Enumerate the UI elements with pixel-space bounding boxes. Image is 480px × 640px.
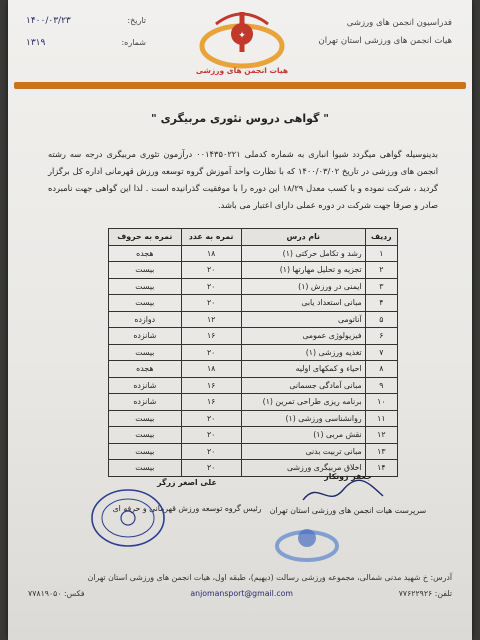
- cell-grade-words: بیست: [109, 460, 182, 477]
- cell-grade-words: شانزده: [109, 328, 182, 345]
- cell-course-name: مبانی تربیت بدنی: [241, 443, 365, 460]
- number-label: شماره:: [121, 38, 146, 47]
- left-signer-role: رئیس گروه توسعه ورزش قهرمانی و حرفه ای: [112, 504, 262, 513]
- logo-caption: هیات انجمن های ورزشی: [195, 66, 289, 75]
- certificate-title: " گواهی دروس تئوری مربیگری ": [151, 112, 329, 125]
- cell-grade-numeric: ۲۰: [181, 262, 241, 279]
- cell-course-name: فیزیولوژی عمومی: [241, 328, 365, 345]
- cell-grade-words: بیست: [109, 443, 182, 460]
- cell-grade-numeric: ۱۶: [181, 328, 241, 345]
- cell-grade-numeric: ۲۰: [181, 278, 241, 295]
- table-row: [109, 295, 398, 312]
- cell-row-number: ۳: [365, 278, 397, 295]
- cell-course-name: رشد و تکامل حرکتی (۱): [241, 245, 365, 262]
- cell-grade-numeric: ۱۸: [181, 361, 241, 378]
- org-line-2: هیات انجمن های ورزشی استان تهران: [318, 36, 452, 46]
- cell-grade-numeric: ۱۲: [181, 311, 241, 328]
- fax-value: ۷۷۸۱۹۰۵۰: [28, 589, 62, 598]
- cell-row-number: ۱: [365, 245, 397, 262]
- cell-course-name: اخلاق مربیگری ورزشی: [241, 460, 365, 477]
- cell-grade-numeric: ۱۸: [181, 245, 241, 262]
- svg-text:✦: ✦: [238, 31, 246, 41]
- cell-grade-words: هجده: [109, 361, 182, 378]
- cell-row-number: ۹: [365, 377, 397, 394]
- cell-row-number: ۴: [365, 295, 397, 312]
- cell-course-name: مبانی آمادگی جسمانی: [241, 377, 365, 394]
- table-row: [109, 328, 398, 345]
- cell-course-name: آناتومی: [241, 311, 365, 328]
- cell-row-number: ۱۱: [365, 410, 397, 427]
- cell-row-number: ۶: [365, 328, 397, 345]
- cell-grade-words: بیست: [109, 427, 182, 444]
- date-value: ۱۴۰۰/۰۳/۲۳: [26, 16, 71, 26]
- cell-row-number: ۱۲: [365, 427, 397, 444]
- footer-phone-group: [399, 586, 452, 602]
- cell-row-number: ۷: [365, 344, 397, 361]
- cell-course-name: تغذیه ورزشی (۱): [241, 344, 365, 361]
- fax-label: فکس:: [64, 589, 85, 598]
- col-grade-numeric: نمره به عدد: [181, 229, 241, 246]
- cell-grade-words: بیست: [109, 278, 182, 295]
- cell-grade-numeric: ۲۰: [181, 344, 241, 361]
- footer-contacts: [28, 586, 452, 602]
- col-grade-words: نمره به حروف: [109, 229, 182, 246]
- header-meta: [26, 10, 146, 54]
- right-signer-name: جعفر زونکار: [324, 472, 372, 481]
- cell-row-number: ۲: [365, 262, 397, 279]
- grades-table: [108, 228, 398, 477]
- table-row: [109, 394, 398, 411]
- cell-course-name: روانشناسی ورزشی (۱): [241, 410, 365, 427]
- table-row: [109, 245, 398, 262]
- cell-grade-numeric: ۲۰: [181, 460, 241, 477]
- table-row: [109, 377, 398, 394]
- table-row: [109, 344, 398, 361]
- footer-address: آدرس: خ شهید مدنی شمالی، مجموعه ورزشی رسالت (دیهیم)، طبقه اول، هیات انجمن های ورزشی استان تهران: [87, 573, 452, 582]
- phone-value: ۷۷۶۲۲۹۲۶: [398, 589, 433, 598]
- cell-row-number: ۸: [365, 361, 397, 378]
- col-row-number: ردیف: [365, 229, 397, 246]
- official-stamp: [88, 486, 168, 550]
- date-label: تاریخ:: [127, 16, 146, 25]
- table-row: [109, 262, 398, 279]
- footer: [28, 570, 452, 602]
- cell-grade-numeric: ۲۰: [181, 410, 241, 427]
- cell-course-name: مبانی استعداد یابی: [241, 295, 365, 312]
- cell-grade-words: شانزده: [109, 377, 182, 394]
- header-band: [14, 82, 466, 89]
- cell-grade-words: بیست: [109, 344, 182, 361]
- right-signer-role: سرپرست هیات انجمن های ورزشی استان تهران: [269, 506, 427, 515]
- cell-course-name: نقش مربی (۱): [241, 427, 365, 444]
- number-value: ۱۳۱۹: [26, 38, 46, 48]
- org-line-1: فدراسیون انجمن های ورزشی: [346, 18, 452, 28]
- logo-stamp: [270, 516, 344, 568]
- cell-course-name: تجزیه و تحلیل مهارتها (۱): [241, 262, 365, 279]
- table-row: [109, 311, 398, 328]
- cell-grade-numeric: ۱۶: [181, 377, 241, 394]
- cell-grade-numeric: ۲۰: [181, 295, 241, 312]
- cell-row-number: ۱۴: [365, 460, 397, 477]
- cell-grade-numeric: ۲۰: [181, 443, 241, 460]
- cell-row-number: ۱۰: [365, 394, 397, 411]
- phone-label: تلفن:: [434, 589, 452, 598]
- cell-grade-words: شانزده: [109, 394, 182, 411]
- cell-grade-words: دوازده: [109, 311, 182, 328]
- table-header-row: [109, 229, 398, 246]
- left-signer-name: علی اصغر زرگر: [157, 478, 217, 487]
- cell-grade-words: بیست: [109, 262, 182, 279]
- table-row: [109, 443, 398, 460]
- cell-grade-words: بیست: [109, 410, 182, 427]
- cell-course-name: برنامه ریزی طراحی تمرین (۱): [241, 394, 365, 411]
- table-row: [109, 427, 398, 444]
- cell-grade-numeric: ۲۰: [181, 427, 241, 444]
- organization-names: [302, 14, 452, 50]
- right-handwritten-signature: [298, 478, 388, 508]
- footer-email[interactable]: anjomansport@gmail.com: [190, 589, 293, 598]
- table-row: [109, 361, 398, 378]
- table-row: [109, 278, 398, 295]
- footer-fax-group: [28, 586, 85, 602]
- cell-course-name: احیاء و کمکهای اولیه: [241, 361, 365, 378]
- cell-grade-words: بیست: [109, 295, 182, 312]
- certificate-body: بدینوسیله گواهی میگردد شیوا انباری به شماره کدملی ۰۰۱۴۳۵۰۲۲۱ درآزمون تئوری مربیگری درجه سه رشته انجمن های ورزشی در تاریخ ۱۴۰۰/۰۳/۰۲ که با نظارت واحد آموزش گروه توسعه ورزش قهرمانی اداره کل برگزار گردید ، شرکت نموده و با کسب معدل ۱۸/۲۹ این دوره را با موفقیت گذرانیده است . لذا این گواهی جهت نامبرده صادر و صرفا جهت شرکت در دوره عملی دارای اعتبار می باشد.: [48, 149, 439, 210]
- cell-row-number: ۱۳: [365, 443, 397, 460]
- cell-grade-words: هجده: [109, 245, 182, 262]
- cell-grade-numeric: ۱۶: [181, 394, 241, 411]
- cell-course-name: ایمنی در ورزش (۱): [241, 278, 365, 295]
- certificate-paper: [8, 0, 472, 640]
- table-row: [109, 410, 398, 427]
- col-course-name: نام درس: [241, 229, 365, 246]
- cell-row-number: ۵: [365, 311, 397, 328]
